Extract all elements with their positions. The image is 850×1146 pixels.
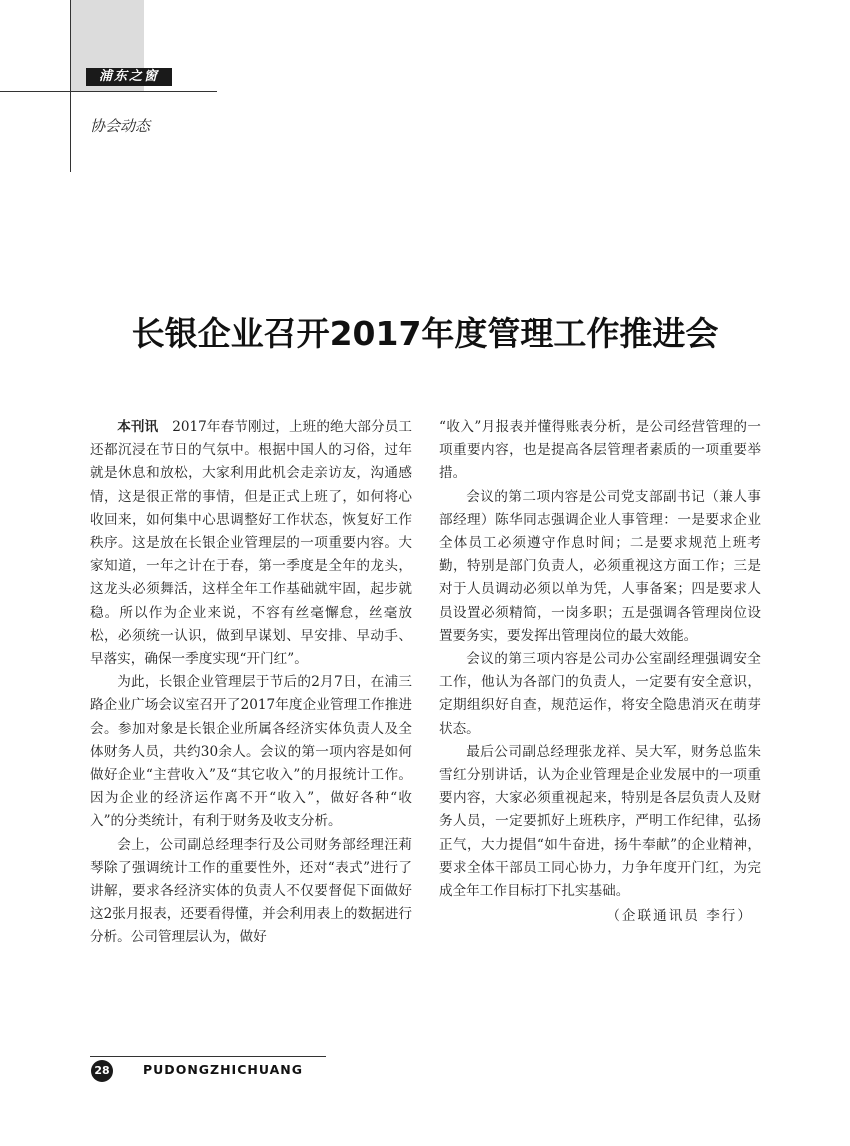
magazine-name: PUDONGZHICHUANG	[143, 1062, 304, 1077]
article-column-right	[439, 416, 761, 928]
header-vertical-rule	[70, 0, 71, 172]
section-label: 协会动态	[90, 117, 151, 135]
lead-label: 本刊讯	[117, 419, 159, 435]
article-paragraph: 最后公司副总经理张龙祥、吴大军，财务总监朱雪红分别讲话，认为企业管理是企业发展中的一项重要内容，大家必须重视起来，特别是各层负责人及财务人员，一定要抓好上班秩序，严明工作纪律，弘扬正气，大力提倡“如牛奋进，扬牛奉献”的企业精神，要求全体干部员工同心协力，力争年度开门红，为完成全年工作目标打下扎实基础。	[439, 743, 761, 900]
magazine-logo: 浦东之窗	[86, 68, 172, 86]
header-horizontal-rule	[0, 91, 217, 92]
article-paragraph: 会议的第二项内容是公司党支部副书记（兼人事部经理）陈华同志强调企业人事管理：一是要求企业全体员工必须遵守作息时间；二是要求规范上班考勤，特别是部门负责人，必须重视这方面工作；三是对于人员调动必须以单为凭，人事备案；四是要求人员设置必须精简，一岗多职；五是强调各管理岗位设置要务实，要发挥出管理岗位的最大效能。	[439, 488, 761, 644]
article-column-left	[90, 416, 412, 950]
article-paragraph: 为此，长银企业管理层于节后的2月7日，在浦三路企业广场会议室召开了2017年度企业管理工作推进会。参加对象是长银企业所属各经济实体负责人及全体财务人员，共约30余人。会议的第一项内容是如何做好企业“主营收入”及“其它收入”的月报统计工作。因为企业的经济运作离不开“收入”，做好各种“收入”的分类统计，有利于财务及收支分析。	[90, 674, 412, 830]
article-paragraph: 会上，公司副总经理李行及公司财务部经理汪莉琴除了强调统计工作的重要性外，还对“表式”进行了讲解，要求各经济实体的负责人不仅要督促下面做好这2张月报表，还要看得懂，并会利用表上的数据进行分析。公司管理层认为，做好	[90, 836, 412, 946]
page-number: 28	[91, 1060, 113, 1082]
article-paragraph: 本刊讯 2017年春节刚过，上班的绝大部分员工还都沉浸在节日的气氛中。根据中国人的习俗，过年就是休息和放松，大家利用此机会走亲访友，沟通感情，这是很正常的事情，但是正式上班了，如何将心收回来，如何集中心思调整好工作状态，恢复好工作秩序。这是放在长银企业管理层的一项重要内容。大家知道，一年之计在于春，第一季度是全年的龙头，这龙头必须舞活，这样全年工作基础就牢固，起步就稳。所以作为企业来说，不容有丝毫懈怠，丝毫放松，必须统一认识，做到早谋划、早安排、早动手、早落实，确保一季度实现“开门红”。	[90, 419, 412, 668]
article-paragraph: “收入”月报表并懂得账表分析，是公司经营管理的一项重要内容，也是提高各层管理者素质的一项重要举措。	[439, 419, 761, 482]
article-title: 长银企业召开2017年度管理工作推进会	[131, 314, 719, 353]
article-paragraph: 会议的第三项内容是公司办公室副经理强调安全工作，他认为各部门的负责人，一定要有安全意识，定期组织好自查，规范运作，将安全隐患消灭在萌芽状态。	[439, 651, 761, 737]
author-credit: （企联通讯员 李行）	[606, 908, 753, 925]
footer-rule	[90, 1056, 326, 1057]
